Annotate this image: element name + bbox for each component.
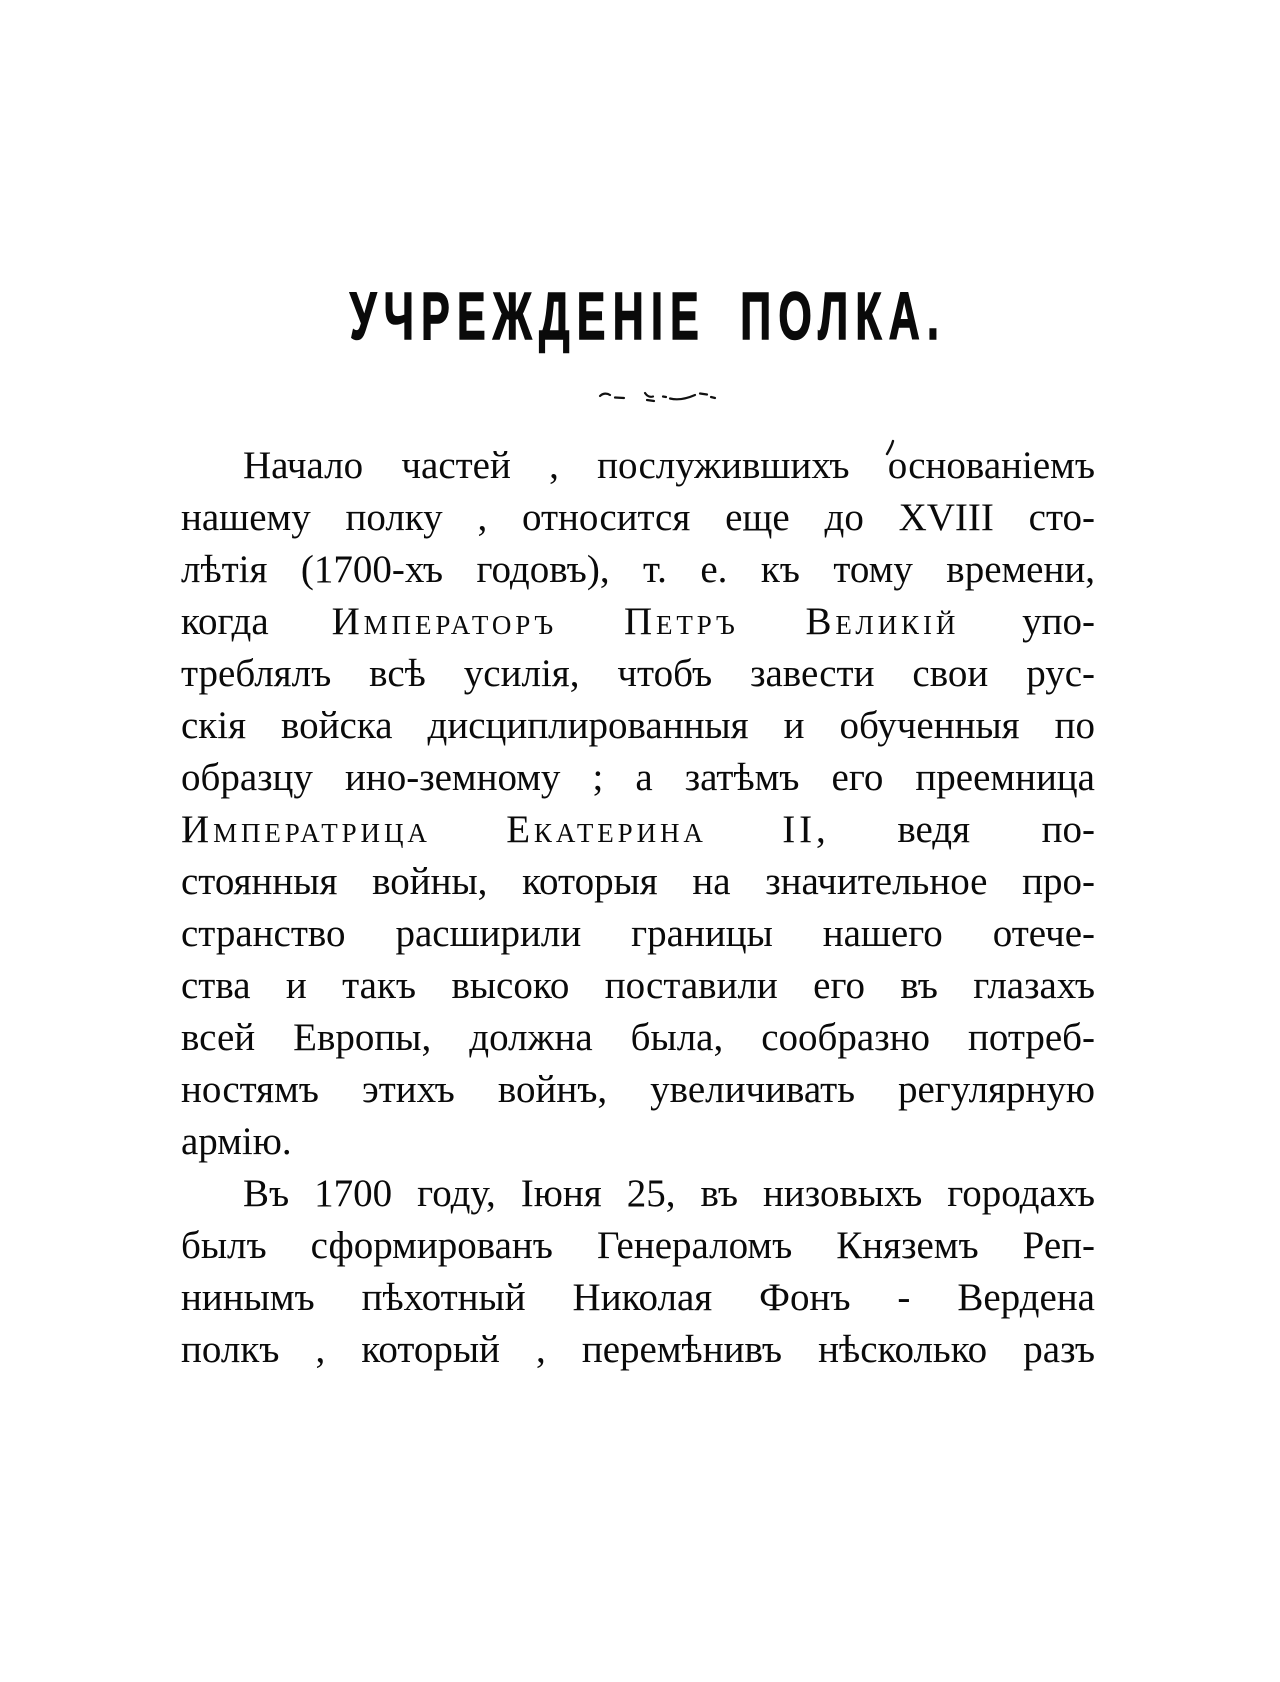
text-line: [181, 908, 1095, 960]
text-segment: странство расширили границы нашего отече-: [181, 912, 1095, 955]
text-line: [181, 1012, 1095, 1064]
text-line: [181, 596, 1095, 648]
text-line: [181, 1220, 1095, 1272]
text-line: [181, 700, 1095, 752]
text-segment: лѣтія (1700-хъ годовъ), т. е. къ тому времени,: [181, 548, 1095, 591]
text-segment: скія войска дисциплированныя и обученныя по: [181, 704, 1095, 747]
text-line: [181, 492, 1095, 544]
chapter-header: [0, 279, 1280, 354]
text-segment: нашему полку , относится еще до XVIII сто-: [181, 496, 1095, 539]
text-segment: стоянныя войны, которыя на значительное про-: [181, 860, 1095, 903]
text-line: [181, 960, 1095, 1012]
text-segment: упо-: [959, 600, 1095, 643]
text-segment: образцу ино-земному ; а затѣмъ его преемница: [181, 756, 1095, 799]
text-segment: Начало частей , послужившихъ основаніемъ: [243, 444, 1095, 487]
text-line: [181, 1116, 1095, 1168]
smallcaps-text-segment: Императоръ Петръ Великій: [331, 600, 960, 643]
body-text: [181, 440, 1095, 1376]
text-line: [181, 544, 1095, 596]
text-segment: когда: [181, 600, 332, 643]
text-line: [181, 440, 1095, 492]
text-segment: былъ сформированъ Генераломъ Княземъ Реп-: [181, 1224, 1095, 1267]
text-line: [181, 1324, 1095, 1376]
text-segment: всей Европы, должна была, сообразно потреб-: [181, 1016, 1095, 1059]
text-segment: ностямъ этихъ войнъ, увеличивать регулярную: [181, 1068, 1095, 1111]
text-line: [181, 648, 1095, 700]
paragraph: [181, 1168, 1095, 1376]
text-line: [181, 856, 1095, 908]
text-segment: полкъ , который , перемѣнивъ нѣсколько разъ: [181, 1328, 1095, 1371]
smallcaps-text-segment: Императрица Екатерина II: [181, 808, 817, 851]
text-segment: нинымъ пѣхотный Николая Фонъ - Вердена: [181, 1276, 1095, 1319]
paragraph: [181, 440, 1095, 1168]
text-segment: ства и такъ высоко поставили его въ глазахъ: [181, 964, 1095, 1007]
chapter-title: УЧРЕЖДЕНІЕ ПОЛКА.: [349, 279, 947, 354]
text-segment: , ведя по-: [816, 808, 1095, 851]
text-line: [181, 752, 1095, 804]
text-line: [181, 804, 1095, 856]
text-line: [181, 1064, 1095, 1116]
text-segment: армію.: [181, 1120, 292, 1163]
text-line: [181, 1272, 1095, 1324]
text-segment: треблялъ всѣ усилія, чтобъ завести свои рус-: [181, 652, 1095, 695]
title-divider-ornament: [597, 388, 719, 404]
text-line: [181, 1168, 1095, 1220]
text-segment: Въ 1700 году, Іюня 25, въ низовыхъ городахъ: [243, 1172, 1095, 1215]
